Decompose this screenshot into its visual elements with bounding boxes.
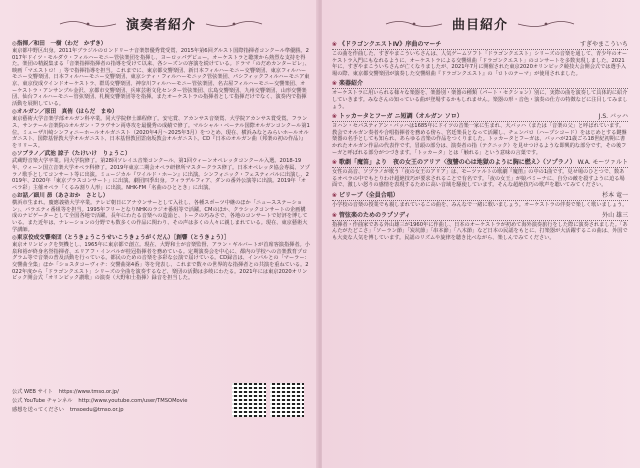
- soprano-block: [12, 151, 310, 191]
- program-item-composer: 杉本 竜一: [602, 191, 628, 199]
- organ-name: ◎オルガン／原田 真侑（はらだ まゆ）: [12, 109, 118, 116]
- contact-email[interactable]: tmsoedu@tmso.or.jp: [69, 407, 124, 413]
- organ-bio: 東京藝術大学音楽学部オルガン科卒業。同大学院修士課程修了。安宅賞、アカンサス音楽賞、大学院アカンサス賞受賞。フランス、サンテール音楽院のオルガン・フラヴサン両専攻を最優秀の成績で修了。マルシャル・ペーテル国際オルガンコンクール第1位。ミューザ川崎シンフォニーホールオルガニスト（2020年4月〜2025年3月）をつとめ、現在、横浜みなとみらいホールオルガニスト、国際基督教大学オルガニスト、日本基督教団霊南坂教会オルガニスト。CD『日本のオルガン曲（邦楽の初の作品）』をリリース。: [12, 116, 310, 149]
- youtube-label: 公式 YouTube チャンネル: [12, 398, 73, 404]
- conductor-name: ◎指揮／和田 一樹（わだ かずき）: [12, 41, 107, 47]
- youtube-qr-code[interactable]: [270, 383, 304, 417]
- program-item-description: オーケストラに用いられる様々な楽器を、楽器別・楽器の種類（パート・セクション）別に、実際の曲を演奏して具体的に紹介していきます。みなさんの知っている曲が登場するかもしれません。楽器の形・音色・演奏の仕方の特徴などに注目してみましょう。: [332, 90, 628, 110]
- orchestra-block: [12, 235, 310, 282]
- narrator-name: ◎お話／細川 昴（あさおか さとし）: [12, 193, 109, 200]
- contact-label: 感想を送ってください: [12, 407, 64, 413]
- narrator-bio: 横浜市生まれ。慶應義塾大学卒業。テレビ朝日にアナウンサーとして入社し、各種スポーツ中継のほか「ニュースステーション」、バラエティ番組等を担当。1995年フリーとなりNHKのラジオ番組等で活躍。CMのほか、クラシックコンサートの企画構成のナビゲーターとして全国各地で活躍。長年にわたる音楽への造詣と、トークの巧みさで、各地のコンサートで好評を博している。また近年は、ナレーションの分野でも数多くの作品に関わり、その声は多くの人々に親しまれている。現在、東京藝術大学講師。: [12, 200, 308, 233]
- program-item: [332, 80, 628, 110]
- program-title: 曲目紹介: [451, 18, 508, 33]
- program-item-title: トッカータとフーガ ニ短調（オルガン ソロ）: [339, 113, 463, 121]
- program-page: [322, 0, 640, 468]
- program-item-composer: 外山 雄三: [602, 211, 628, 219]
- ornament-right-icon: [204, 19, 264, 29]
- conductor-block: [12, 41, 310, 107]
- youtube-link[interactable]: http://www.youtube.com/user/TMSOMovie: [78, 398, 188, 404]
- program-item-description: 小学校の音楽の授業でも親しまれているこの曲を、みんなで一緒に歌いましょう。オーケストラの伴奏で楽しく歌いましょう。: [332, 201, 628, 208]
- program-item-description: 指揮者・作曲家である外山雄三が1960年に作曲し、日本のオーケストラが初めて海外演奏旅行をした際に演奏されました。「あんたがたどこさ」「ソーラン節」「炭坑節」「串本節」「八木節」など日本の民謡をもとに、打楽器が大活躍するこの曲は、外国でも大変な人気を博しています。民謡のリズムや旋律を聴き比べながら、楽しんでみてください。: [332, 221, 628, 241]
- soprano-name: ◎ソプラノ／武池 諒子（たけいけ りょうこ）: [12, 151, 131, 158]
- flower-bullet-icon: ❀: [332, 80, 338, 88]
- program-item: [332, 192, 628, 209]
- website-qr-code[interactable]: [232, 383, 266, 417]
- performers-title-row: [12, 14, 310, 33]
- program-item-title: 歌劇「魔笛」より 夜の女王のアリア〈復讐の心は地獄のように胸に燃え〉（ソプラノ）: [339, 159, 576, 167]
- soprano-bio: 武蔵野音楽大学卒業。同大学院修了。第28回ソレイユ音楽コンクール、第1回ウィーンオペレッタコンクール入選。2018-19年、ウィーン国立音楽大学オペラ科修了。2019年東京二期会オペラ研修所マスタークラス修了。日本オペレッタ協会専属、ソプラノ歌手としてコンサート等に出演。ミュージカル『ワイルド・ホーン』に出演。シンフォニック・フェスティバルに出演し、2019年、2020年「東京ブラスコンサート」に出演。劇団四季出身。フィラデルフィア、ダンの番外公演等に出演。2019年「オペラ彩」主催オペラ「くるみ割り人形」に出演。NHK-FM「名曲のひととき」に出演。: [12, 158, 310, 191]
- performers-title: 演奏者紹介: [125, 18, 196, 33]
- website-label: 公式 WEB サイト: [12, 389, 53, 395]
- program-item-composer: W.A. モーツァルト: [577, 159, 628, 167]
- program-item-title: 楽器紹介: [339, 80, 364, 88]
- flower-bullet-icon: ❀: [332, 159, 338, 167]
- program-item-title: 《ドラゴンクエストⅣ》序曲のマーチ: [339, 41, 442, 48]
- program-item-description: この曲を作曲した、すぎやまこういちさんは、人気ゲームソフト「ドラゴンクエスト」シリーズの音楽を通して、青少年のオーケストラ入門にもなれるように、オーケストラによる交響組曲「ドラゴンクエスト」のコンサートを多数実現しました。2021年に、すぎやまこういちさんが亡くなりましたが、2021年7月に開催された東京2020オリンピック競技大会開会式では選手入場の際、東京都交響楽団が演奏した交響組曲『ドラゴンクエスト』の「ロトのテーマ」が使用されました。: [332, 51, 628, 77]
- program-item-description: 女性の高音、ソプラノが歌う「夜の女王のアリア」は、モーツァルトの歌劇『魔笛』の中の1曲です。見せ場のひとつで、数あるオペラの中でもとりわけ超絶技巧が要求されることで有名です。「夜の女王」が娘パミーナに、自分の敵を殺すように迫る場面で、激しい怒りの感情を表現するために高い音域を駆使しています。そんな超絶技巧の歌声を聴いてみてください。: [332, 169, 625, 189]
- organ-block: [12, 109, 310, 149]
- program-item-composer: J.S. バッハ: [598, 113, 628, 121]
- orchestra-bio: 東京オリンピックを契機とし、1965年に東京都で創立。現在、大野和士が音楽監督、アラン・ギルバートが首席客演指揮者。小泉和裕が終身名誉指揮者、エリアフ・インバルが桂冠指揮者を務めている。定期演奏会を中心に、都内の学校への音楽教育プログラム等で音楽の普及活動を行っている。都民のための音楽を多彩な公演で届けている。CD録音は、インバルとの「マーラー：交響曲全集」ほか「ショスタコーヴィチ：交響曲第4番」等を発表し、これまで数々の世界的な指揮者との共演を重ねている。2022年度から「ドラゴンクエスト」シリーズの全曲を演奏するなど、楽団の活動は多岐にわたる。2021年には東京2020オリンピック開会式「オリンピック讃歌」の演奏（大野和士指揮）録音を担当した。: [12, 242, 310, 282]
- flower-bullet-icon: ❀: [332, 211, 338, 219]
- narrator-block: [12, 193, 310, 233]
- flower-bullet-icon: ❀: [332, 113, 338, 121]
- program-item: [332, 159, 628, 189]
- program-item-title: ピリーブ（全員合唱）: [339, 191, 399, 199]
- ornament-right-icon: [516, 19, 576, 29]
- program-item: [332, 41, 628, 77]
- flower-bullet-icon: ❀: [332, 191, 338, 199]
- program-item-title: 管弦楽のためのラプソディ: [339, 211, 411, 219]
- orchestra-name: ◎東京佼成交響楽団（とうきょうこうせいこうきょうがくだん）［創響（とうきょう）］: [12, 235, 230, 242]
- program-item-composer: すぎやまこういち: [579, 41, 628, 48]
- ornament-left-icon: [384, 19, 444, 29]
- program-title-row: [332, 14, 628, 33]
- website-link[interactable]: https://www.tmso.or.jp/: [58, 389, 119, 395]
- flower-bullet-icon: ❀: [332, 41, 338, 48]
- performers-page: [0, 0, 318, 468]
- conductor-bio: 東京都中野区出身。2011年ブラジルのロンドリーナ音楽祭優秀賞受賞、2015年第6回グルスト国際指揮者コンクール準優勝。2017年ドイツ・モルダウ・フィルハーモニー管弦楽団を指揮し、ヨーロッパデビュー。オーケストラと聴衆から熱烈な支持を得た。楽団の精鋭集まる「音楽指揮指揮者の指導を受けて以来、各シーズンの客演を続けている。ドラマ「のだめカンタービレ」、映画「マエストロ！」等で指揮指導を担当。これまでに、東京都交響楽団、新日本フィルハーモニー交響楽団、東京フィルハーモニー交響楽団、日本フィルハーモニー交響楽団、東京シティ・フィルハーモニック管弦楽団、パシフィックフィルハーモニア東京、東京佼成ウインドオーケストラ、群馬交響楽団、神奈川フィルハーモニー管弦楽団、名古屋フィルハーモニー交響楽団、オーケストラ・アンサンブル金沢、京都市交響楽団、兵庫芸術文化センター管弦楽団、広島交響楽団、九州交響楽団、山形交響楽団、仙台フィルハーモニー管弦楽団、札幌交響楽団等を指揮。またオーケストラの指揮者として指揮だけでなく、演奏内で指揮活動を展開している。: [12, 48, 310, 107]
- ornament-left-icon: [58, 19, 118, 29]
- program-item: [332, 212, 628, 242]
- program-item-description: ヨハン・セバスティアン・バッハは1685年にドイツの音楽一家に生まれ、大バッハ（または「音楽の父」と呼ばれています。教会でオルガン奏者や合唱指揮者を務める傍ら、宮廷楽長となって活躍し、チェンバロ（ハープシコード）をはじめとする鍵盤楽器の名手としても知られ、あらゆる音楽の作品をつくりました。トッカータとフーガは、バッハが21歳ごろ18世紀初期に書かれたオルガン作品の代表作です。冒頭の部分は、演奏者の指（テクニック）を見せつけるような即興的な部分です。その後フーガと呼ばれる部分がつづきます。「トッカータ」とは「触れる」という意味の言葉です。: [332, 123, 627, 156]
- program-item: [332, 113, 628, 156]
